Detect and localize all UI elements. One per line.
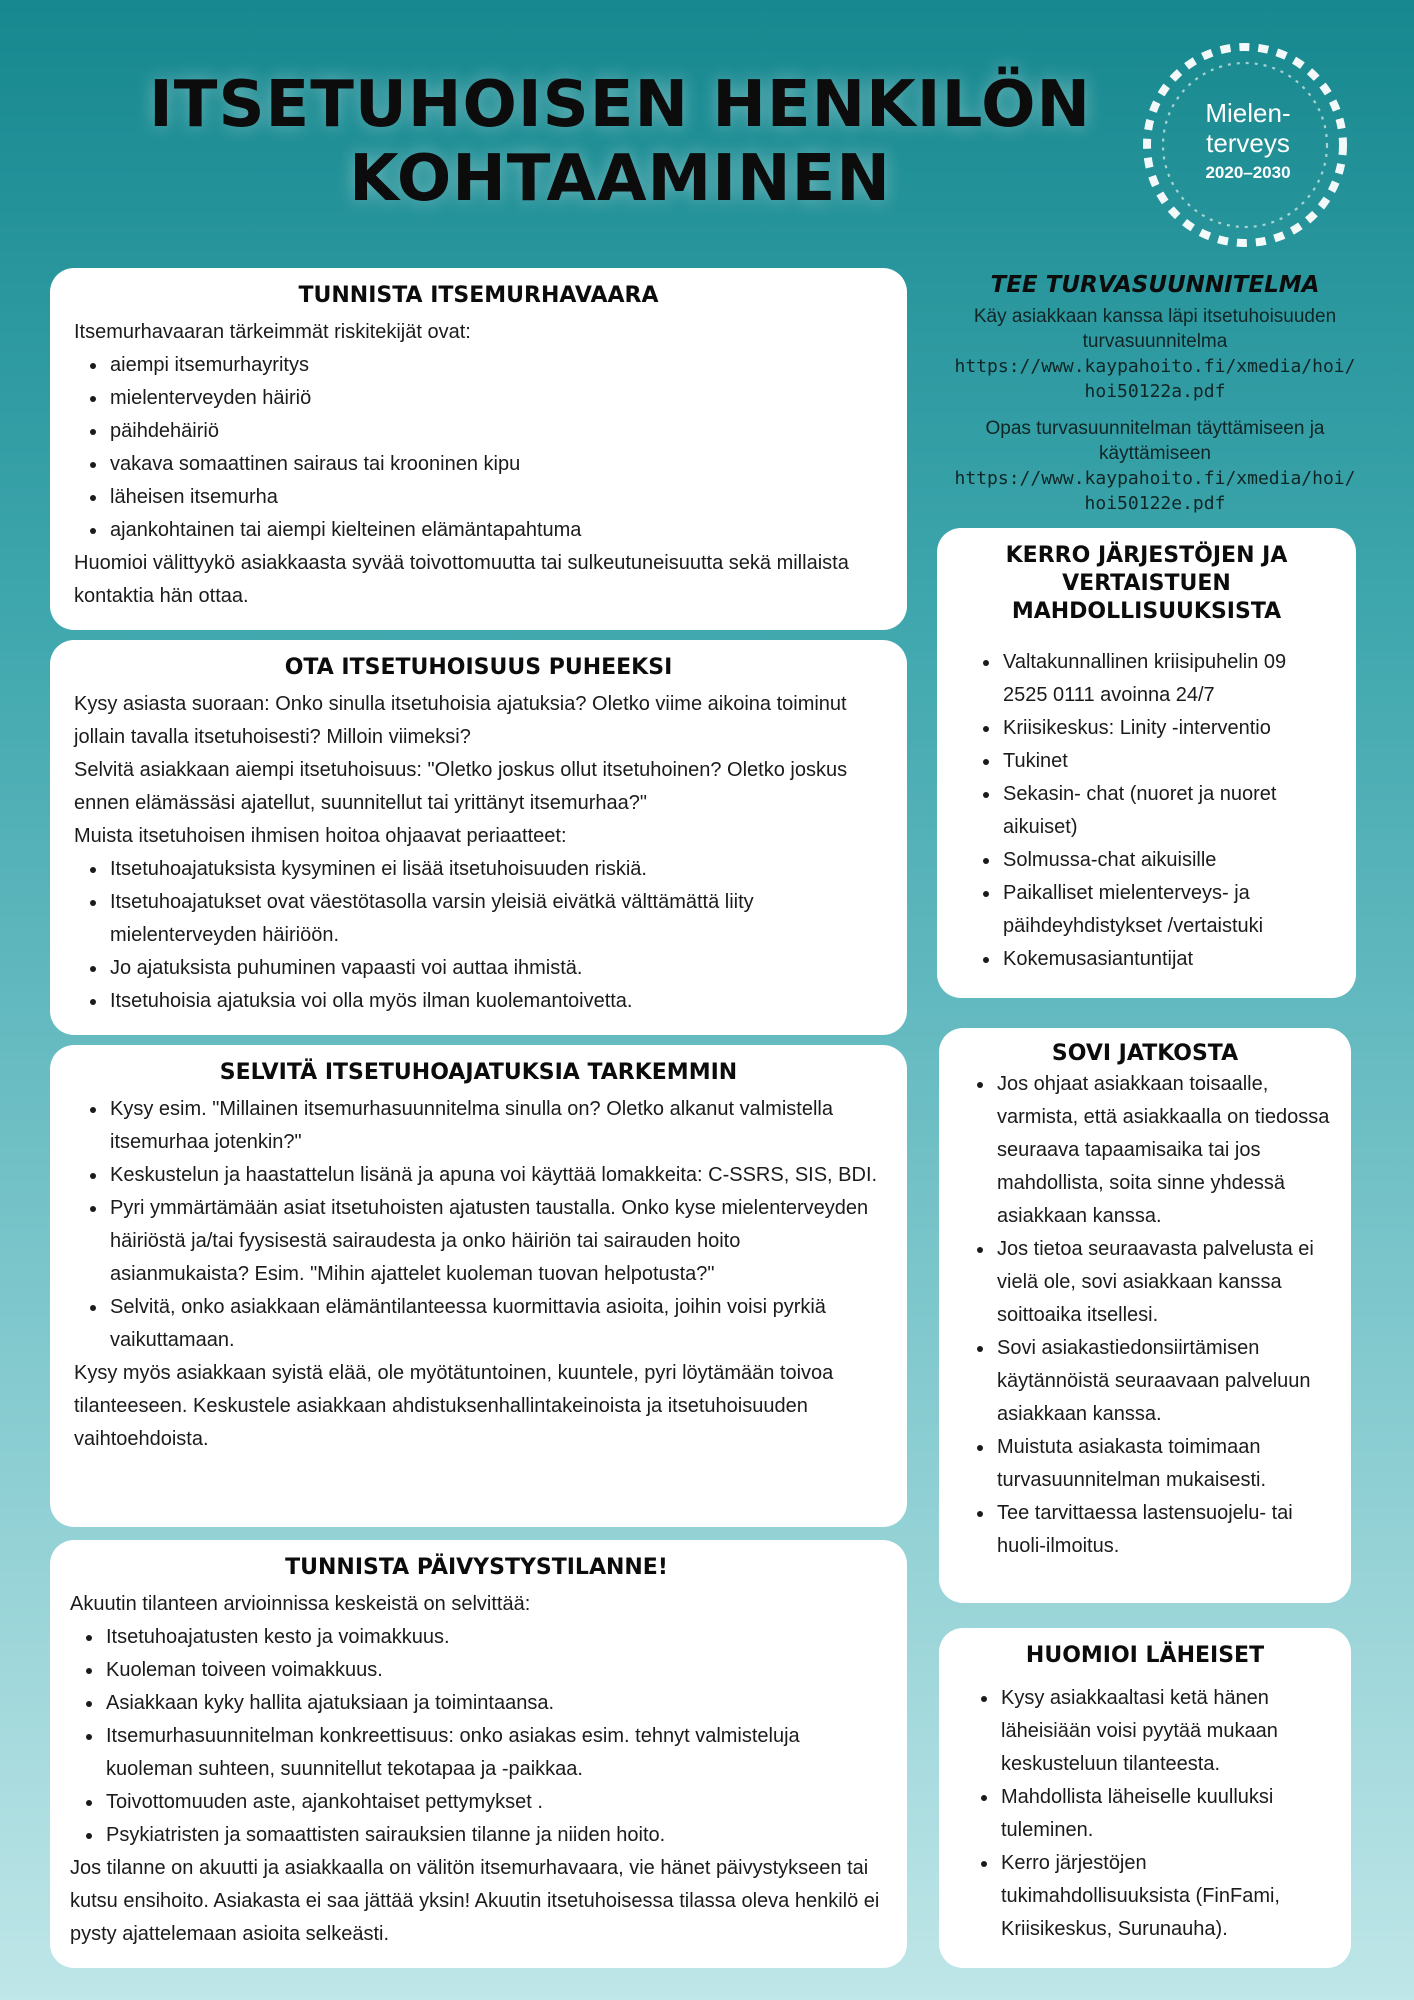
list-item: • Itsetuhoisia ajatuksia voi olla myös ilman kuolemantoivetta. xyxy=(108,985,883,1018)
list-item: • Sovi asiakastiedonsiirtämisen käytännöistä seuraavaan palveluun asiakkaan kanssa. xyxy=(995,1332,1331,1431)
list-item: • Itsetuhoajatukset ovat väestötasolla varsin yleisiä eivätkä välttämättä liity mielenterveyden häiriöön. xyxy=(108,886,883,952)
list-item: • Solmussa-chat aikuisille xyxy=(1001,844,1336,877)
list-item: • Kysy esim. "Millainen itsemurhasuunnitelma sinulla on? Oletko alkanut valmistella itsemurhaa jotenkin?" xyxy=(108,1093,883,1159)
list-item: • ajankohtainen tai aiempi kielteinen elämäntapahtuma xyxy=(108,514,883,547)
list-item: • Muistuta asiakasta toimimaan turvasuunnitelman mukaisesti. xyxy=(995,1431,1331,1497)
list-item: • Valtakunnallinen kriisipuhelin 09 2525 0111 avoinna 24/7 xyxy=(1001,646,1336,712)
follow-up-list xyxy=(959,1068,1331,1563)
list-item: • Tukinet xyxy=(1001,745,1336,778)
card-emergency xyxy=(50,1540,907,1968)
card-recognize-risk xyxy=(50,268,907,630)
card-heading: SOVI JATKOSTA xyxy=(1051,1041,1239,1066)
plan-link-1a[interactable]: https://www.kaypahoito.fi/xmedia/hoi/ xyxy=(954,356,1356,377)
card-heading: HUOMIOI LÄHEISET xyxy=(1025,1643,1265,1668)
card-heading: TUNNISTA ITSEMURHAVAARA xyxy=(298,283,659,308)
list-item: • Psykiatristen ja somaattisten sairauksien tilanne ja niiden hoito. xyxy=(104,1819,883,1852)
safety-plan-section xyxy=(930,270,1380,516)
list-item: • mielenterveyden häiriö xyxy=(108,382,883,415)
list-item: • Jos ohjaat asiakkaan toisaalle, varmista, että asiakkaalla on tiedossa seuraava tapaamisaika tai jos mahdollista, soita sinne yhdessä asiakkaan kanssa. xyxy=(995,1068,1331,1233)
card-outro: Kysy myös asiakkaan syistä elää, ole myötätuntoinen, kuuntele, pyri löytämään toivoa tilanteeseen. Keskustele asiakkaan ahdistuksenhallintakeinoista ja itsetuhoisuuden vaihtoehdoista. xyxy=(74,1362,834,1450)
assessment-list xyxy=(70,1621,883,1852)
card-heading: OTA ITSETUHOISUUS PUHEEKSI xyxy=(284,655,673,680)
card-paragraph: Selvitä asiakkaan aiempi itsetuhoisuus: "Oletko joskus ollut itsetuhoinen? Oletko joskus ennen elämässäsi ajatellut, suunnitellut tai yrittänyt itsemurhaa?" xyxy=(74,759,848,814)
list-item: • Kokemusasiantuntijat xyxy=(1001,943,1336,976)
title-line-1: ITSETUHOISEN HENKILÖN xyxy=(148,68,1092,142)
card-loved-ones xyxy=(939,1628,1351,1968)
guide-link-2a[interactable]: https://www.kaypahoito.fi/xmedia/hoi/ xyxy=(954,468,1356,489)
organization-list xyxy=(957,646,1336,976)
mielenterveys-logo xyxy=(1130,30,1360,260)
principle-list xyxy=(74,853,883,1018)
logo-years: 2020–2030 xyxy=(1205,163,1291,182)
card-paragraph: Kysy asiasta suoraan: Onko sinulla itsetuhoisia ajatuksia? Oletko viime aikoina toiminut jollain tavalla itsetuhoisesti? Milloin viimeksi? xyxy=(74,693,847,748)
card-heading: KERRO JÄRJESTÖJEN JA VERTAISTUEN MAHDOLLISUUKSISTA xyxy=(1005,543,1288,624)
card-heading: SELVITÄ ITSETUHOAJATUKSIA TARKEMMIN xyxy=(219,1060,738,1085)
list-item: • Asiakkaan kyky hallita ajatuksiaan ja toimintaansa. xyxy=(104,1687,883,1720)
list-item: • Itsetuhoajatuksista kysyminen ei lisää itsetuhoisuuden riskiä. xyxy=(108,853,883,886)
section-heading: TEE TURVASUUNNITELMA xyxy=(990,272,1320,298)
plan-text: Käy asiakkaan kanssa läpi itsetuhoisuuden turvasuunnitelma xyxy=(973,306,1337,352)
list-item: • Paikalliset mielenterveys- ja päihdeyhdistykset /vertaistuki xyxy=(1001,877,1336,943)
card-intro: Akuutin tilanteen arvioinnissa keskeistä on selvittää: xyxy=(70,1593,531,1615)
card-follow-up xyxy=(939,1028,1351,1603)
card-heading: TUNNISTA PÄIVYSTYSTILANNE! xyxy=(285,1555,668,1580)
list-item: • Tee tarvittaessa lastensuojelu- tai huoli-ilmoitus. xyxy=(995,1497,1331,1563)
plan-link-1b[interactable]: hoi50122a.pdf xyxy=(1084,381,1226,402)
guide-text: Opas turvasuunnitelman täyttämiseen ja käyttämiseen xyxy=(985,418,1325,464)
list-item: • Keskustelun ja haastattelun lisänä ja apuna voi käyttää lomakkeita: C-SSRS, SIS, BDI. xyxy=(108,1159,883,1192)
card-outro: Jos tilanne on akuutti ja asiakkaalla on välitön itsemurhavaara, vie hänet päivystykseen tai kutsu ensihoito. Asiakasta ei saa jättää yksin! Akuutin itsetuhoisessa tilassa oleva henkilö ei pysty ajattelemaan asioita selkeästi. xyxy=(70,1857,880,1945)
guide-link-2b[interactable]: hoi50122e.pdf xyxy=(1084,493,1226,514)
list-item: • Kriisikeskus: Linity -interventio xyxy=(1001,712,1336,745)
list-item: • Kuoleman toiveen voimakkuus. xyxy=(104,1654,883,1687)
logo-line-1: Mielen- xyxy=(1205,98,1291,128)
card-organizations xyxy=(937,528,1356,998)
logo-line-2: terveys xyxy=(1206,128,1290,158)
risk-factor-list xyxy=(74,349,883,547)
card-intro: Itsemurhavaaran tärkeimmät riskitekijät ovat: xyxy=(74,321,471,343)
list-item: • Kerro järjestöjen tukimahdollisuuksista (FinFami, Kriisikeskus, Surunauha). xyxy=(999,1847,1331,1946)
card-explore-thoughts xyxy=(50,1045,907,1527)
list-item: • Mahdollista läheiselle kuulluksi tuleminen. xyxy=(999,1781,1331,1847)
card-outro: Huomioi välittyykö asiakkaasta syvää toivottomuutta tai sulkeutuneisuutta sekä millaista kontaktia hän ottaa. xyxy=(74,552,849,607)
card-talk-about xyxy=(50,640,907,1035)
list-item: • Toivottomuuden aste, ajankohtaiset pettymykset . xyxy=(104,1786,883,1819)
list-item: • Pyri ymmärtämään asiat itsetuhoisten ajatusten taustalla. Onko kyse mielenterveyden häiriöstä ja/tai fyysisestä sairaudesta ja onko häiriön tai sairauden hoito asianmukaista? Esim. "Mihin ajattelet kuoleman tuovan helpotusta?" xyxy=(108,1192,883,1291)
list-item: • läheisen itsemurha xyxy=(108,481,883,514)
list-item: • Itsemurhasuunnitelman konkreettisuus: onko asiakas esim. tehnyt valmisteluja kuoleman suhteen, suunnitellut tekotapaa ja -paikkaa. xyxy=(104,1720,883,1786)
list-item: • Sekasin- chat (nuoret ja nuoret aikuiset) xyxy=(1001,778,1336,844)
card-paragraph: Muista itsetuhoisen ihmisen hoitoa ohjaavat periaatteet: xyxy=(74,825,567,847)
list-item: • Itsetuhoajatusten kesto ja voimakkuus. xyxy=(104,1621,883,1654)
page-title xyxy=(120,68,1120,216)
question-list xyxy=(74,1093,883,1357)
list-item: • aiempi itsemurhayritys xyxy=(108,349,883,382)
list-item: • Selvitä, onko asiakkaan elämäntilanteessa kuormittavia asioita, joihin voisi pyrkiä vaikuttamaan. xyxy=(108,1291,883,1357)
list-item: • päihdehäiriö xyxy=(108,415,883,448)
list-item: • Kysy asiakkaaltasi ketä hänen läheisiään voisi pyytää mukaan keskusteluun tilanteesta. xyxy=(999,1682,1331,1781)
list-item: • vakava somaattinen sairaus tai krooninen kipu xyxy=(108,448,883,481)
loved-ones-list xyxy=(959,1682,1331,1946)
list-item: • Jos tietoa seuraavasta palvelusta ei vielä ole, sovi asiakkaan kanssa soittoaika itsellesi. xyxy=(995,1233,1331,1332)
title-line-2: KOHTAAMINEN xyxy=(349,142,891,216)
list-item: • Jo ajatuksista puhuminen vapaasti voi auttaa ihmistä. xyxy=(108,952,883,985)
